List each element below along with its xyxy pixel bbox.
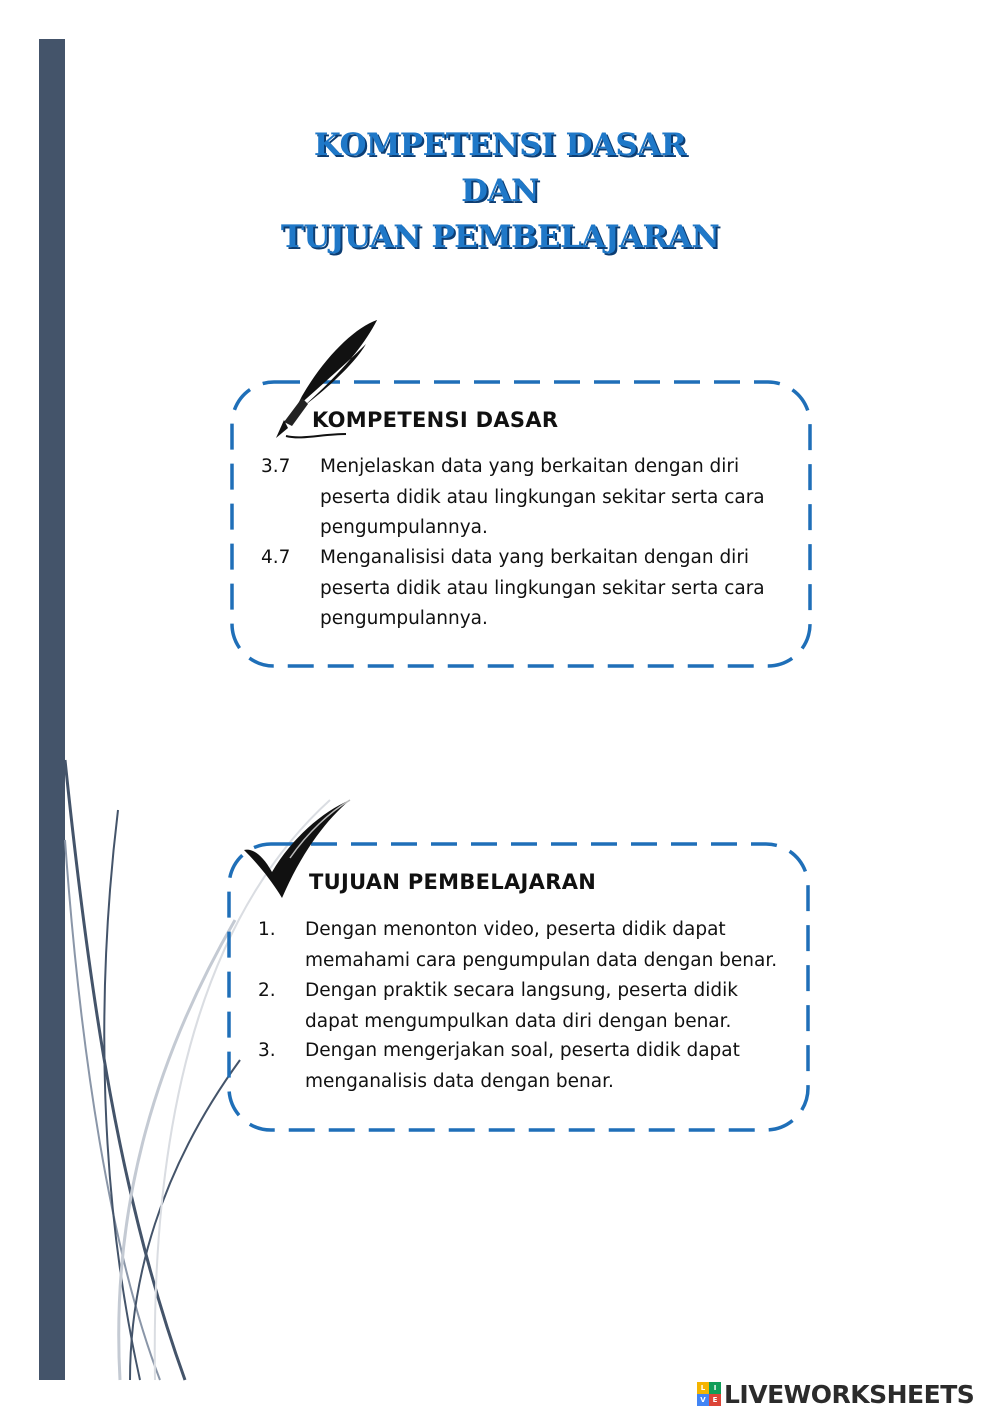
quill-pen-icon [262,318,382,446]
title-line-1: KOMPETENSI DASAR [313,127,687,163]
page-title [200,122,800,260]
title-line-2: DAN [461,173,539,209]
item-text: Menjelaskan data yang berkaitan dengan diri peserta didik atau lingkungan sekitar serta cara pengumpulannya. [320,456,765,538]
logo-mark-letter: V [697,1394,709,1406]
item-text: Dengan praktik secara langsung, peserta didik dapat mengumpulkan data diri dengan benar. [305,980,739,1032]
logo-mark-letter: L [697,1382,709,1394]
item-number: 3. [258,1040,276,1061]
item-number: 4.7 [261,547,291,568]
tujuan-heading: TUJUAN PEMBELAJARAN [309,870,597,894]
kompetensi-item [261,452,781,544]
item-number: 3.7 [261,456,291,477]
tujuan-item [258,915,788,976]
logo-mark [697,1382,721,1406]
item-number: 2. [258,980,276,1001]
kompetensi-item [261,543,781,635]
title-line-3: TUJUAN PEMBELAJARAN [280,219,720,255]
logo-mark-letter: E [709,1394,721,1406]
tujuan-item [258,1036,788,1097]
logo-text: LIVEWORKSHEETS [724,1379,975,1409]
checkmark-icon [242,798,354,902]
item-number: 1. [258,919,276,940]
item-text: Menganalisisi data yang berkaitan dengan diri peserta didik atau lingkungan sekitar serta cara pengumpulannya. [320,547,765,629]
tujuan-item [258,976,788,1037]
item-text: Dengan mengerjakan soal, peserta didik dapat menganalisis data dengan benar. [305,1040,740,1092]
liveworksheets-logo [697,1378,974,1410]
item-text: Dengan menonton video, peserta didik dapat memahami cara pengumpulan data dengan benar. [305,919,778,971]
kompetensi-heading: KOMPETENSI DASAR [312,408,559,432]
logo-mark-letter: I [709,1382,721,1394]
